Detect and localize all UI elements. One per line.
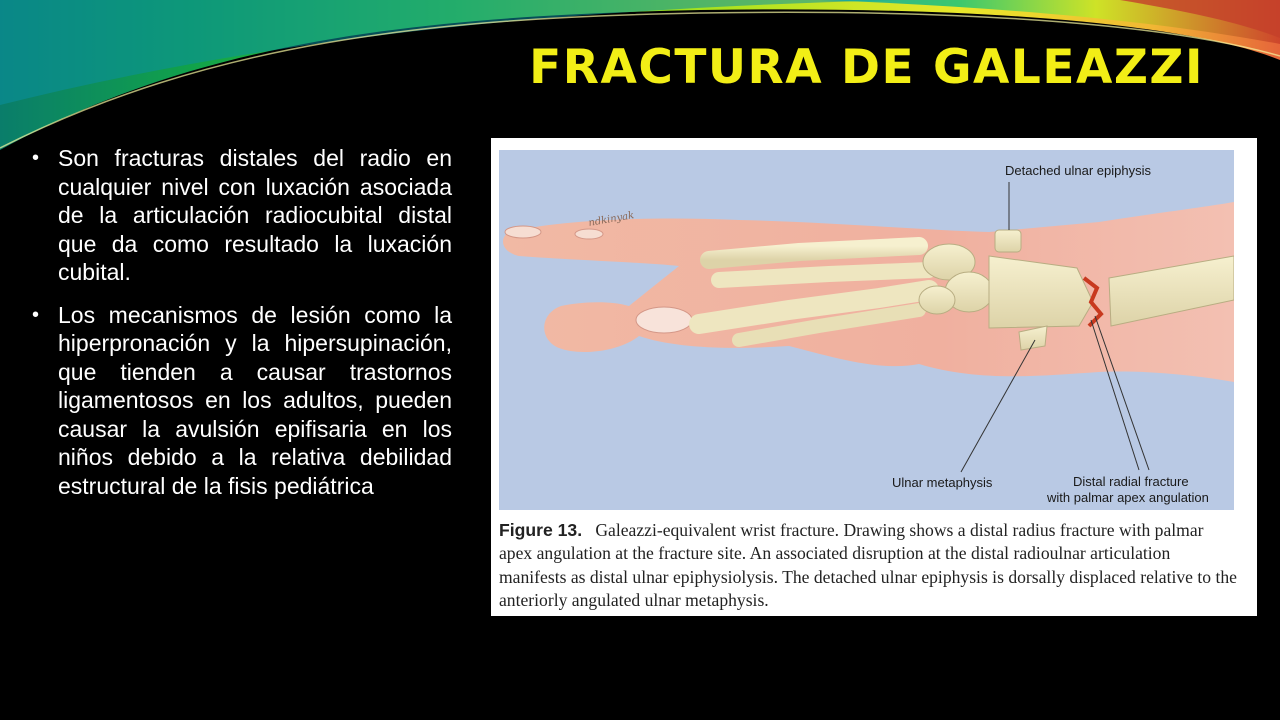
bullet-icon: • — [32, 303, 40, 326]
bullet-item — [32, 301, 452, 501]
illustrator-signature: ndkinyak — [587, 210, 636, 229]
label-ulnar-metaphysis: Ulnar metaphysis — [892, 475, 993, 490]
figure-caption — [499, 519, 1239, 613]
label-distal-radial-fracture: Distal radial fracture — [1073, 474, 1189, 489]
caption-label: Figure 13. — [499, 520, 583, 540]
figure-panel — [491, 138, 1257, 616]
slide-title: FRACTURA DE GALEAZZI — [529, 40, 1204, 95]
label-detached-ulnar-epiphysis: Detached ulnar epiphysis — [1005, 163, 1151, 178]
bullet-icon: • — [32, 147, 40, 169]
caption-text: Galeazzi-equivalent wrist fracture. Drawing shows a distal radius fracture with palmar apex angulation at the fracture site. An associated disruption at the distal radioulnar articulation manifests as distal ulnar epiphysiolysis. The detached ulnar epiphysis is dorsally displaced relative to the anteriorly angulated ulnar metaphysis. — [499, 520, 1237, 611]
label-palmar-apex: with palmar apex angulation — [1047, 490, 1209, 505]
wrist-fracture-illustration — [499, 150, 1234, 510]
bullet-list — [32, 144, 452, 514]
bullet-item — [32, 144, 452, 287]
bullet-text: Los mecanismos de lesión como la hiperpronación y la hipersupinación, que tienden a causar trastornos ligamentosos en los adultos, pueden causar la avulsión epifisaria en los niños debido a la relativa debilidad estructural de la fisis pediátrica — [58, 301, 452, 499]
bullet-text: Son fracturas distales del radio en cualquier nivel con luxación asociada de la articulación radiocubital distal que da como resultado la luxación cubital. — [58, 145, 452, 285]
